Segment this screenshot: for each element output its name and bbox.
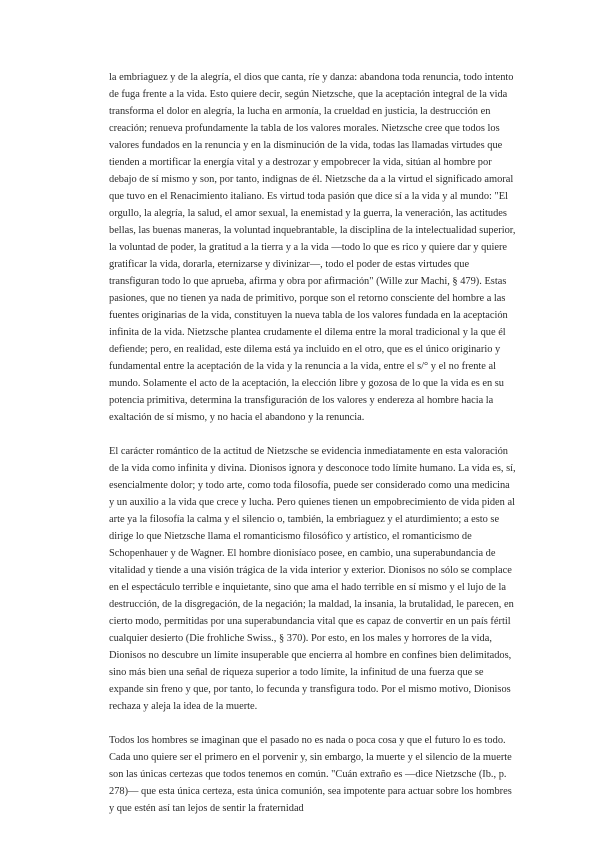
document-page: [109, 69, 517, 817]
paragraph: la embriaguez y de la alegría, el dios que canta, ríe y danza: abandona toda renuncia, todo intento de fuga frente a la vida. Esto quiere decir, según Nietzsche, que la aceptación integral de la vida transforma el dolor en alegría, la lucha en armonía, la crueldad en justicia, la destrucción en creación; renueva profundamente la tabla de los valores morales. Nietzsche cree que todos los valores fundados en la renuncia y en la disminución de la vida, todas las llamadas virtudes que tienden a mortificar la energía vital y a destrozar y empobrecer la vida, sitúan al hombre por debajo de sí mismo y son, por tanto, indignas de él. Nietzsche da a la virtud el significado amoral que tuvo en el Renacimiento italiano. Es virtud toda pasión que dice sí a la vida y al mundo: "El orgullo, la alegría, la salud, el amor sexual, la enemistad y la guerra, la veneración, las actitudes bellas, las buenas maneras, la voluntad inquebrantable, la disciplina de la intelectualidad superior, la voluntad de poder, la gratitud a la tierra y a la vida —todo lo que es rico y quiere dar y quiere gratificar la vida, dorarla, eternizarse y divinizar—, todo el poder de estas virtudes que transfiguran todo lo que aprueba, afirma y obra por afirmación" (Wille zur Machi, § 479). Estas pasiones, que no tienen ya nada de primitivo, porque son el retorno consciente del hombre a las fuentes originarias de la vida, constituyen la nueva tabla de los valores fundada en la aceptación infinita de la vida. Nietzsche plantea crudamente el dilema entre la moral tradicional y la que él defiende; pero, en realidad, este dilema está ya incluido en el otro, que es el único originario y fundamental entre la aceptación de la vida y la renuncia a la vida, entre el s/° y el no frente al mundo. Solamente el acto de la aceptación, la elección libre y gozosa de lo que la vida es en su potencia primitiva, determina la transfiguración de los valores y endereza al hombre hacia la exaltación de sí mismo, y no hacia el abandono y la renuncia.: [109, 72, 516, 423]
paragraph: El carácter romántico de la actitud de Nietzsche se evidencia inmediatamente en esta valoración de la vida como infinita y divina. Dionisos ignora y desconoce todo límite humano. La vida es, sí, esencialmente dolor; y todo arte, como toda filosofía, puede ser considerado como una medicina y un auxilio a la vida que crece y lucha. Pero quienes tienen un empobrecimiento de vida piden al arte ya la filosofía la calma y el silencio o, también, la embriaguez y el aturdimiento; a esto se dirige lo que Nietzsche llama el romanticismo filosófico y artístico, el romanticismo de Schopenhauer y de Wagner. El hombre dionisíaco posee, en cambio, una superabundancia de vitalidad y tiende a una visión trágica de la vida interior y exterior. Dionisos no sólo se complace en el espectáculo terrible e inquietante, sino que ama el hado terrible en sí mismo y el lujo de la destrucción, de la disgregación, de la negación; la maldad, la insania, la brutalidad, le parecen, en cierto modo, permitidas por una superabundancia vital que es capaz de convertir en un país fértil cualquier desierto (Die frohliche Swiss., § 370). Por esto, en los males y horrores de la vida, Dionisos no descubre un límite insuperable que encierra al hombre en confines bien delimitados, sino más bien una señal de riqueza superior a todo límite, la infinitud de una fuerza que se expande sin freno y que, por tanto, lo fecunda y transfigura todo. Por el mismo motivo, Dionisos rechaza y aleja la idea de la muerte.: [109, 446, 516, 712]
paragraph: Todos los hombres se imaginan que el pasado no es nada o poca cosa y que el futuro lo es todo. Cada uno quiere ser el primero en el porvenir y, sin embargo, la muerte y el silencio de la muerte son las únicas certezas que todos tenemos en común. "Cuán extraño es —dice Nietzsche (Ib., p. 278)— que esta única certeza, esta única comunión, sea impotente para actuar sobre los hombres y que estén así tan lejos de sentir la fraternidad: [109, 735, 512, 814]
